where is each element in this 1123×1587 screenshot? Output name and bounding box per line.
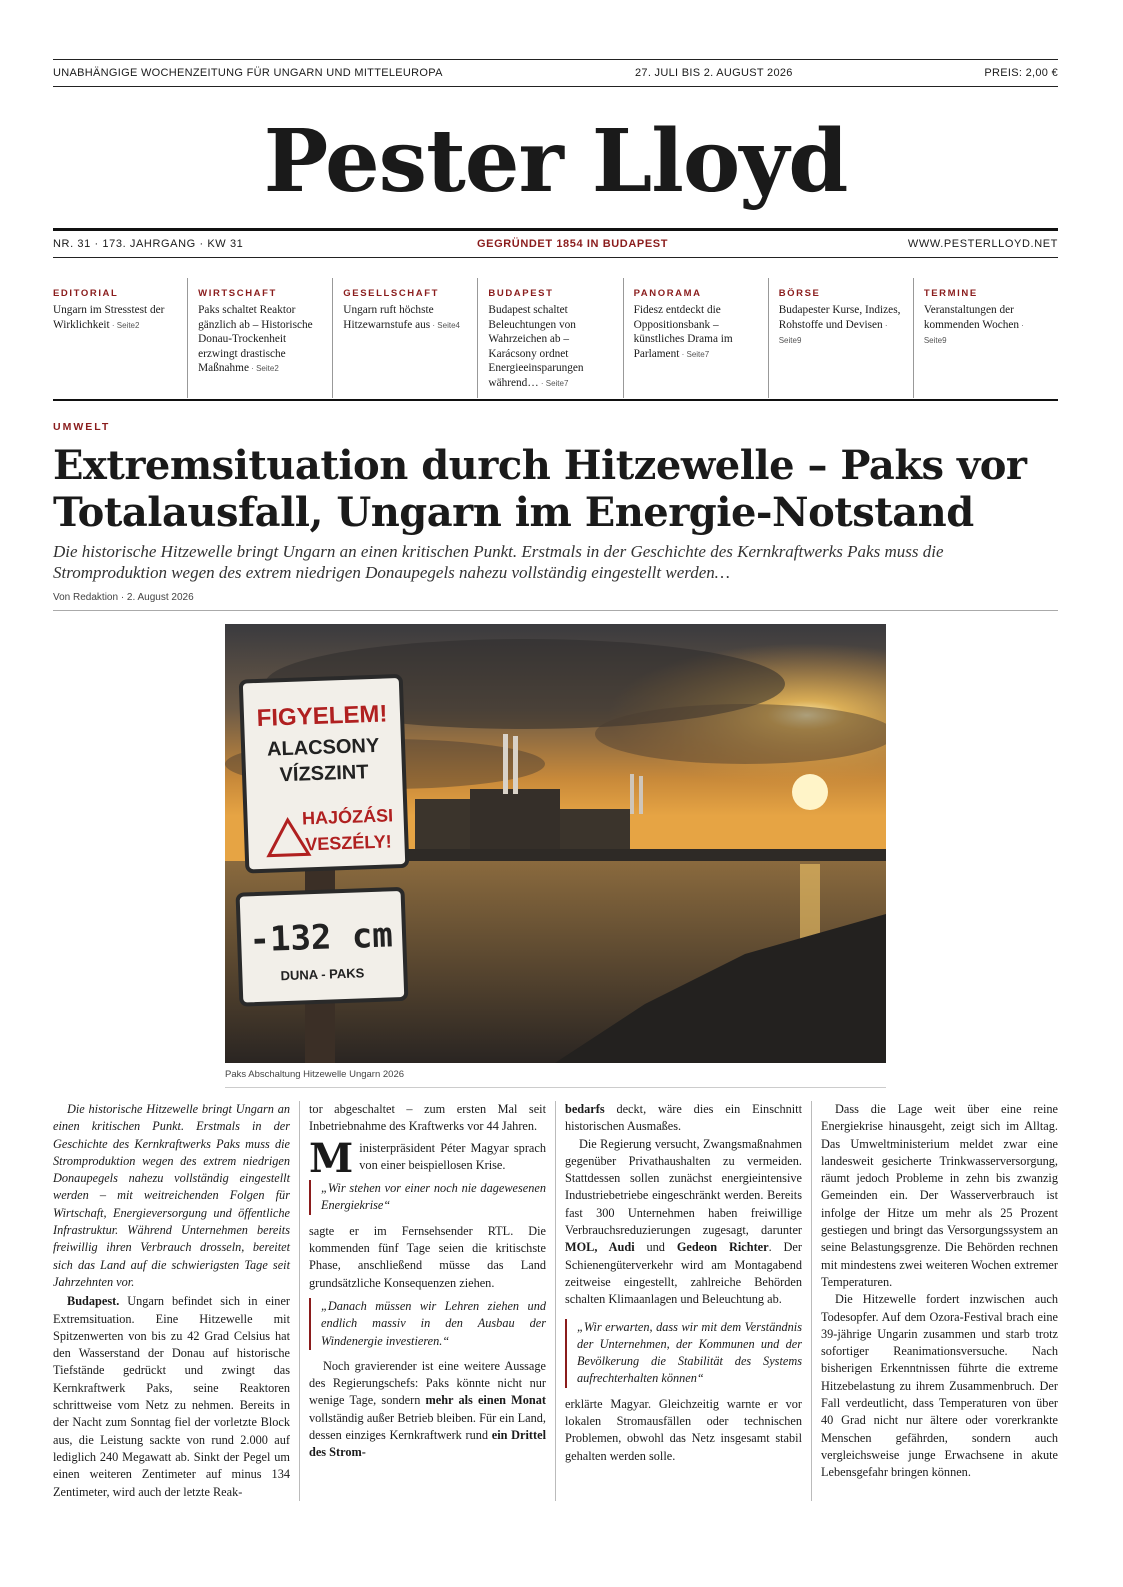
- emphasis: Gedeon Richter: [676, 1240, 769, 1255]
- issue-info-bar: [53, 237, 1058, 251]
- article-lead: Die historische Hitzewelle bringt Ungarn an einen kritischen Punkt. Erstmals in der Geschichte des Kernkraftwerks Paks muss die Stromproduktion wegen des extrem niedrigen Donaupegels nahezu vollständig eingestellt werden – mit weitreichenden Folgen für Wirtschaft, Energieversorgung und öffentliche Infrastruktur. Während Unternehmen bereits freiwillig ihren Verbrauch drosseln, bereitet sich das Land auf die schwierigsten Tage seit Jahrzehnten vor.: [53, 1102, 290, 1289]
- founded-note: GEGRÜNDET 1854 IN BUDAPEST: [477, 238, 669, 250]
- tagline: UNABHÄNGIGE WOCHENZEITUNG FÜR UNGARN UND MITTELEUROPA: [53, 67, 443, 79]
- sign-line-1: FIGYELEM!: [256, 700, 388, 733]
- dropcap: M: [309, 1134, 354, 1182]
- paragraph: erklärte Magyar. Gleichzeitig warnte er vor lokalen Stromausfällen oder technischen Problemen, obwohl das Netz insgesamt stabil gehalten werden solle.: [565, 1396, 802, 1463]
- paragraph: deckt, wäre dies ein Einschnitt historischen Ausmaßes.: [565, 1102, 802, 1134]
- pull-quote: „Wir stehen vor einer noch nie dagewesenen Energiekrise“: [309, 1180, 546, 1215]
- column-rule: [555, 1101, 556, 1501]
- paragraph: Dass die Lage weit über eine reine Energiekrise hinausgeht, zeigt sich im Alltag. Das Umweltministerium meldet zwar eine landesweit gesicherte Trinkwasserversorgung, räumt jedoch Probleme in zehn bis zwanzig Gemeinden ein. Der Wasserverbrauch ist infolge der Hitze um mehr als 25 Prozent gestiegen und bringt das Versorgungssystem an seine Belastungsgrenze. Die Behörden rechnen mit mindestens zwei weiteren Wochen extremer Temperaturen.: [821, 1102, 1058, 1289]
- paragraph: Die Hitzewelle fordert inzwischen auch Todesopfer. Auf dem Ozora-Festival brach eine 39-jährige Ungarin zusammen und starb trotz sofortiger Reanimationsversuche. Nach bisherigen Erkenntnissen führte die extreme Hitzebelastung zu ihrem Zusammenbruch. Der Fall verdeutlicht, dass Temperaturen von über 40 Grad nicht nur ältere oder vorerkrankte Menschen gefährden, sondern auch vergleichsweise junge Erwachsene in akute Lebensgefahr bringen können.: [821, 1292, 1058, 1480]
- teaser-row: [53, 278, 1058, 398]
- emphasis: mehr als einen Monat: [425, 1393, 546, 1408]
- teaser-page: Seite2: [256, 364, 279, 373]
- paragraph: und: [634, 1240, 677, 1255]
- paragraph: vollständig außer Betrieb bleiben. Für ein Land, dessen einziges Kernkraftwerk rund: [309, 1410, 546, 1443]
- gauge-reading: -132 cm: [248, 915, 394, 961]
- sign-line-5: VESZÉLY!: [304, 831, 392, 855]
- gauge-location: DUNA - PAKS: [280, 965, 365, 984]
- teaser-kicker: PANORAMA: [633, 288, 702, 299]
- teaser-kicker: BÖRSE: [778, 288, 821, 299]
- price: PREIS: 2,00 €: [984, 67, 1058, 79]
- teaser-editorial[interactable]: EDITORIAL Ungarn im Stresstest der Wirklichkeit · Seite2: [53, 278, 188, 398]
- teaser-text: Ungarn ruft höchste Hitzewarnstufe aus: [343, 304, 434, 331]
- article-column-1: [53, 1101, 290, 1501]
- masthead-logo: Pester Lloyd: [263, 111, 848, 212]
- teaser-panorama[interactable]: PANORAMA Fidesz entdeckt die Oppositionsbank – künstliches Drama im Parlament · Seite7: [634, 278, 769, 398]
- article-headline: Extremsituation durch Hitzewelle – Paks vor Totalausfall, Ungarn im Energie-Notstand: [53, 442, 1027, 536]
- teaser-text: Budapester Kurse, Indizes, Rohstoffe und Devisen: [778, 304, 901, 331]
- top-info-bar: [53, 59, 1058, 87]
- article-column-3: [565, 1101, 802, 1465]
- emphasis: ein Drittel des Strom-: [309, 1428, 546, 1460]
- caption-rule: [225, 1087, 886, 1088]
- teaser-budapest[interactable]: BUDAPEST Budapest schaltet Beleuchtungen von Wahrzeichen ab – Karácsony ordnet Energieeinsparungen während… · Seite7: [488, 278, 623, 398]
- emphasis: MOL, Audi: [565, 1240, 635, 1255]
- teaser-text: Paks schaltet Reaktor gänzlich ab – Historische Donau-Trockenheit erzwingt drastische Maßnahme: [198, 304, 313, 374]
- emphasis: bedarfs: [565, 1102, 605, 1116]
- article-column-4: [821, 1101, 1058, 1482]
- masthead-rule: [53, 228, 1058, 231]
- teaser-page: Seite7: [686, 349, 710, 359]
- paragraph: sagte er im Fernsehsender RTL. Die kommenden fünf Tage seien die kritischste Phase, anschließend müsse das Land grundsätzliche Konsequenzen ziehen.: [309, 1223, 546, 1290]
- issue-number: NR. 31 · 173. JAHRGANG · KW 31: [53, 238, 244, 250]
- teaser-text: Veranstaltungen der kommenden Wochen: [923, 304, 1020, 331]
- article-column-2: [309, 1101, 546, 1462]
- teaser-kicker: TERMINE: [923, 288, 978, 299]
- dateline: Budapest.: [67, 1294, 120, 1309]
- teaser-kicker: EDITORIAL: [53, 288, 119, 299]
- teaser-page: Seite9: [778, 336, 802, 345]
- column-rule: [811, 1101, 812, 1501]
- teaser-wirtschaft[interactable]: WIRTSCHAFT Paks schaltet Reaktor gänzlich ab – Historische Donau-Trockenheit erzwingt drastische Maßnahme · Seite2: [198, 278, 333, 398]
- teaser-boerse[interactable]: BÖRSE Budapester Kurse, Indizes, Rohstoffe und Devisen · Seite9: [779, 278, 914, 398]
- sign-line-2: ALACSONY: [266, 734, 380, 761]
- paragraph: Ungarn befindet sich in einer Extremsituation. Eine Hitzewelle mit Spitzenwerten von bis zu 42 Grad Celsius hat den Wasserstand der Donau auf historische Tiefstände gedrückt und zwingt das Kernkraftwerk Paks, seine Reaktoren schrittweise vom Netz zu nehmen. Bereits in der Nacht zum Sonntag fiel der vorletzte Block aus, die Leistung sackte von rund 2.000 auf lediglich 240 Megawatt ab. Sinkt der Pegel um einen weiteren Zentimeter auf minus 134 Zentimeter, wird auch der letzte Reak-: [53, 1294, 290, 1499]
- article-photo: [225, 624, 886, 1063]
- website-link[interactable]: WWW.PESTERLLOYD.NET: [907, 238, 1058, 250]
- paragraph: tor abgeschaltet – zum ersten Mal seit Inbetriebnahme des Kraftwerks vor 44 Jahren.: [309, 1102, 546, 1134]
- paragraph: Die Regierung versucht, Zwangsmaßnahmen gegenüber Privathaushalten zu vermeiden. Stattdessen sollen zunächst energieintensive Industriebetriebe eingeschränkt werden. Bereits fast 300 Unternehmen haben freiwillige Verbrauchsreduzierungen zugesagt, darunter: [565, 1136, 802, 1238]
- paragraph: . Der Schienengüterverkehr wird am Montagabend zeitweise eingestellt, zahlreiche Behörden schalten Klimaanlagen und Beleuchtung ab.: [565, 1240, 802, 1307]
- divider: [53, 257, 1058, 258]
- teaser-kicker: GESELLSCHAFT: [343, 288, 440, 299]
- article-kicker: UMWELT: [53, 421, 111, 433]
- divider: [53, 610, 1058, 611]
- pull-quote: „Wir erwarten, dass wir mit dem Verständnis der Unternehmen, der Kommunen und der Bevölkerung die Stabilität des Systems aufrechterhalten können“: [565, 1319, 802, 1388]
- teaser-gesellschaft[interactable]: GESELLSCHAFT Ungarn ruft höchste Hitzewarnstufe aus · Seite4: [343, 278, 478, 398]
- paragraph: inisterpräsident Péter Magyar sprach von einer beispiellosen Krise.: [359, 1140, 546, 1172]
- pull-quote: „Danach müssen wir Lehren ziehen und endlich massiv in den Ausbau der Windenergie investieren.“: [309, 1298, 546, 1350]
- article-byline: Von Redaktion · 2. August 2026: [53, 592, 194, 603]
- teaser-page: Seite7: [545, 378, 569, 388]
- photo-caption: Paks Abschaltung Hitzewelle Ungarn 2026: [225, 1069, 405, 1080]
- paragraph: Noch gravierender ist eine weitere Aussage des Regierungschefs: Paks könnte nicht nur wenige Tage, sondern: [309, 1358, 546, 1408]
- teaser-page: Seite2: [116, 320, 140, 330]
- sign-line-4: HAJÓZÁSI: [301, 805, 394, 829]
- teaser-page: Seite9: [923, 336, 947, 345]
- column-rule: [299, 1101, 300, 1501]
- teaser-text: Budapest schaltet Beleuchtungen von Wahrzeichen ab – Karácsony ordnet Energieeinsparungen während…: [488, 304, 584, 389]
- teaser-text: Ungarn im Stresstest der Wirklichkeit: [53, 304, 165, 331]
- issue-dates: 27. JULI BIS 2. AUGUST 2026: [635, 67, 793, 79]
- teaser-kicker: WIRTSCHAFT: [198, 288, 277, 299]
- teaser-text: Fidesz entdeckt die Oppositionsbank – künstliches Drama im Parlament: [633, 304, 733, 360]
- article-dek: Die historische Hitzewelle bringt Ungarn an einen kritischen Punkt. Erstmals in der Geschichte des Kernkraftwerks Paks muss die Stromproduktion wegen des extrem niedrigen Donaupegels nahezu vollständig eingestellt werden…: [53, 542, 944, 582]
- teaser-kicker: BUDAPEST: [488, 288, 554, 299]
- teaser-termine[interactable]: TERMINE Veranstaltungen der kommenden Wochen · Seite9: [924, 278, 1058, 398]
- sign-line-3: VÍZSZINT: [279, 761, 369, 787]
- divider: [53, 399, 1058, 401]
- teaser-page: Seite4: [437, 320, 460, 330]
